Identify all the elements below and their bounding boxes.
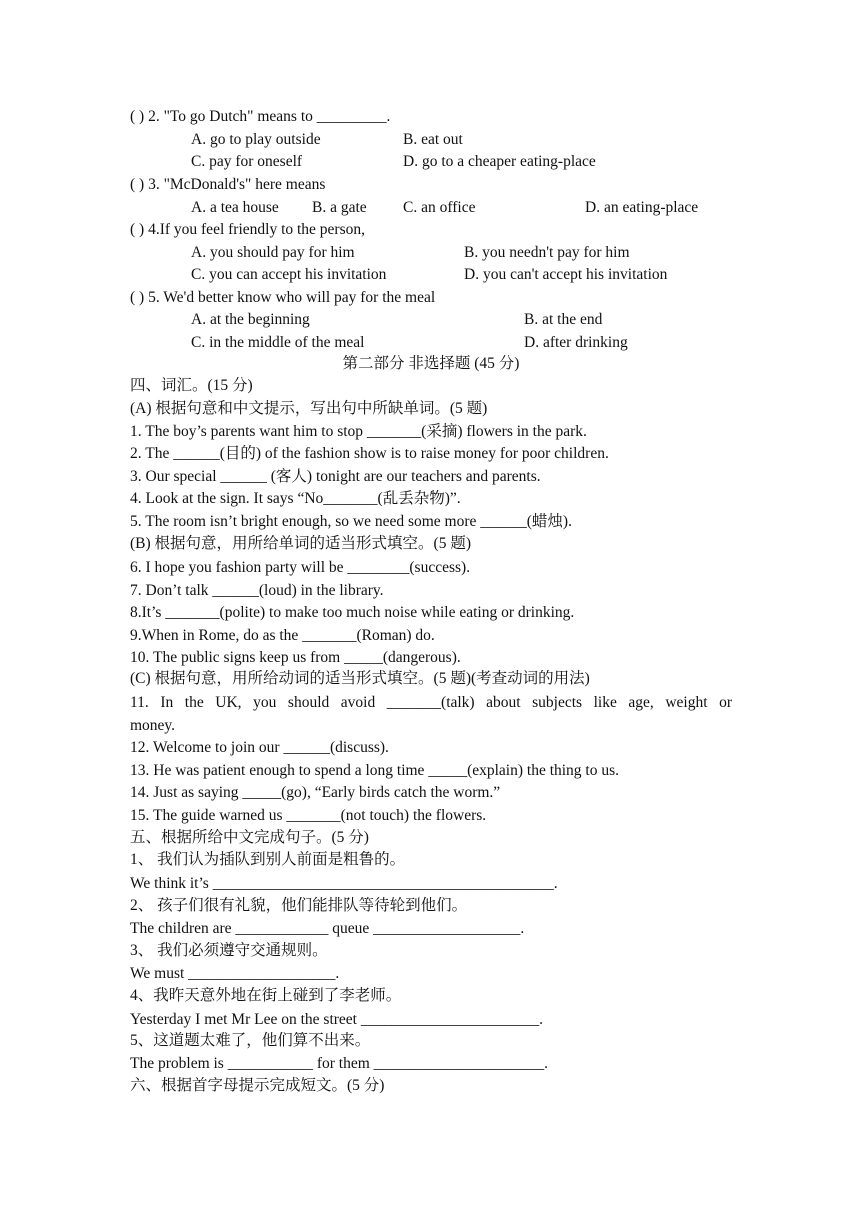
q3-option-b: B. a gate: [312, 199, 367, 216]
q2-option-b: B. eat out: [403, 131, 463, 148]
vocab-item-12: 12. Welcome to join our ______(discuss).: [130, 739, 389, 756]
section-5-title: 五、根据所给中文完成句子。(5 分): [130, 829, 369, 846]
vocab-item-9: 9.When in Rome, do as the _______(Roman) do.: [130, 627, 435, 644]
vocab-item-6: 6. I hope you fashion party will be ________(success).: [130, 559, 471, 576]
q5-option-c: C. in the middle of the meal: [191, 334, 365, 351]
translation-1-english: We think it’s ____________________________________________.: [130, 875, 558, 892]
question-5-stem: ( ) 5. We'd better know who will pay for the meal: [130, 289, 436, 306]
question-4-stem: ( ) 4.If you feel friendly to the person,: [130, 221, 366, 238]
vocab-item-11: 11. In the UK, you should avoid _______(talk) about subjects like age, weight or: [130, 694, 732, 711]
section-4-title: 四、词汇。(15 分): [130, 377, 253, 394]
translation-5-english: The problem is ___________ for them ______________________.: [130, 1055, 549, 1072]
vocab-item-3: 3. Our special ______ (客人) tonight are our teachers and parents.: [130, 468, 541, 485]
vocab-item-13: 13. He was patient enough to spend a long time _____(explain) the thing to us.: [130, 762, 620, 779]
translation-5-chinese: 5、这道题太难了，他们算不出来。: [130, 1032, 371, 1049]
vocab-item-11-continued: money.: [130, 717, 176, 734]
vocab-item-1: 1. The boy’s parents want him to stop _______(采摘) flowers in the park.: [130, 423, 587, 440]
part-two-title: 第二部分 非选择题 (45 分): [342, 355, 520, 372]
q3-option-a: A. a tea house: [191, 199, 279, 216]
translation-4-english: Yesterday I met Mr Lee on the street _______________________.: [130, 1011, 543, 1028]
vocab-item-2: 2. The ______(目的) of the fashion show is to raise money for poor children.: [130, 445, 609, 462]
q5-option-d: D. after drinking: [524, 334, 628, 351]
vocab-item-14: 14. Just as saying _____(go), “Early birds catch the worm.”: [130, 784, 501, 801]
q4-option-a: A. you should pay for him: [191, 244, 355, 261]
vocab-item-4: 4. Look at the sign. It says “No_______(乱丢杂物)”.: [130, 490, 461, 507]
q4-option-d: D. you can't accept his invitation: [464, 266, 668, 283]
q2-option-c: C. pay for oneself: [191, 153, 303, 170]
section-4b-instructions: (B) 根据句意，用所给单词的适当形式填空。(5 题): [130, 535, 471, 552]
q5-option-b: B. at the end: [524, 311, 603, 328]
translation-1-chinese: 1、 我们认为插队到别人前面是粗鲁的。: [130, 851, 406, 868]
q2-option-a: A. go to play outside: [191, 131, 321, 148]
q3-option-d: D. an eating-place: [585, 199, 699, 216]
q4-option-b: B. you needn't pay for him: [464, 244, 630, 261]
vocab-item-10: 10. The public signs keep us from _____(dangerous).: [130, 649, 461, 666]
translation-3-chinese: 3、 我们必须遵守交通规则。: [130, 942, 328, 959]
section-6-title: 六、根据首字母提示完成短文。(5 分): [130, 1077, 385, 1094]
q4-option-c: C. you can accept his invitation: [191, 266, 387, 283]
section-4a-instructions: (A) 根据句意和中文提示，写出句中所缺单词。(5 题): [130, 400, 488, 417]
vocab-item-15: 15. The guide warned us _______(not touch) the flowers.: [130, 807, 487, 824]
q3-option-c: C. an office: [403, 199, 476, 216]
translation-2-english: The children are ____________ queue ___________________.: [130, 920, 525, 937]
vocab-item-8: 8.It’s _______(polite) to make too much noise while eating or drinking.: [130, 604, 575, 621]
q2-option-d: D. go to a cheaper eating-place: [403, 153, 596, 170]
question-2-stem: ( ) 2. "To go Dutch" means to _________.: [130, 108, 391, 125]
vocab-item-7: 7. Don’t talk ______(loud) in the library.: [130, 582, 384, 599]
q5-option-a: A. at the beginning: [191, 311, 310, 328]
translation-4-chinese: 4、我昨天意外地在街上碰到了李老师。: [130, 987, 402, 1004]
question-3-stem: ( ) 3. "McDonald's" here means: [130, 176, 326, 193]
translation-3-english: We must ___________________.: [130, 965, 340, 982]
vocab-item-5: 5. The room isn’t bright enough, so we need some more ______(蜡烛).: [130, 513, 572, 530]
translation-2-chinese: 2、 孩子们很有礼貌，他们能排队等待轮到他们。: [130, 897, 468, 914]
section-4c-instructions: (C) 根据句意，用所给动词的适当形式填空。(5 题)(考查动词的用法): [130, 670, 590, 687]
